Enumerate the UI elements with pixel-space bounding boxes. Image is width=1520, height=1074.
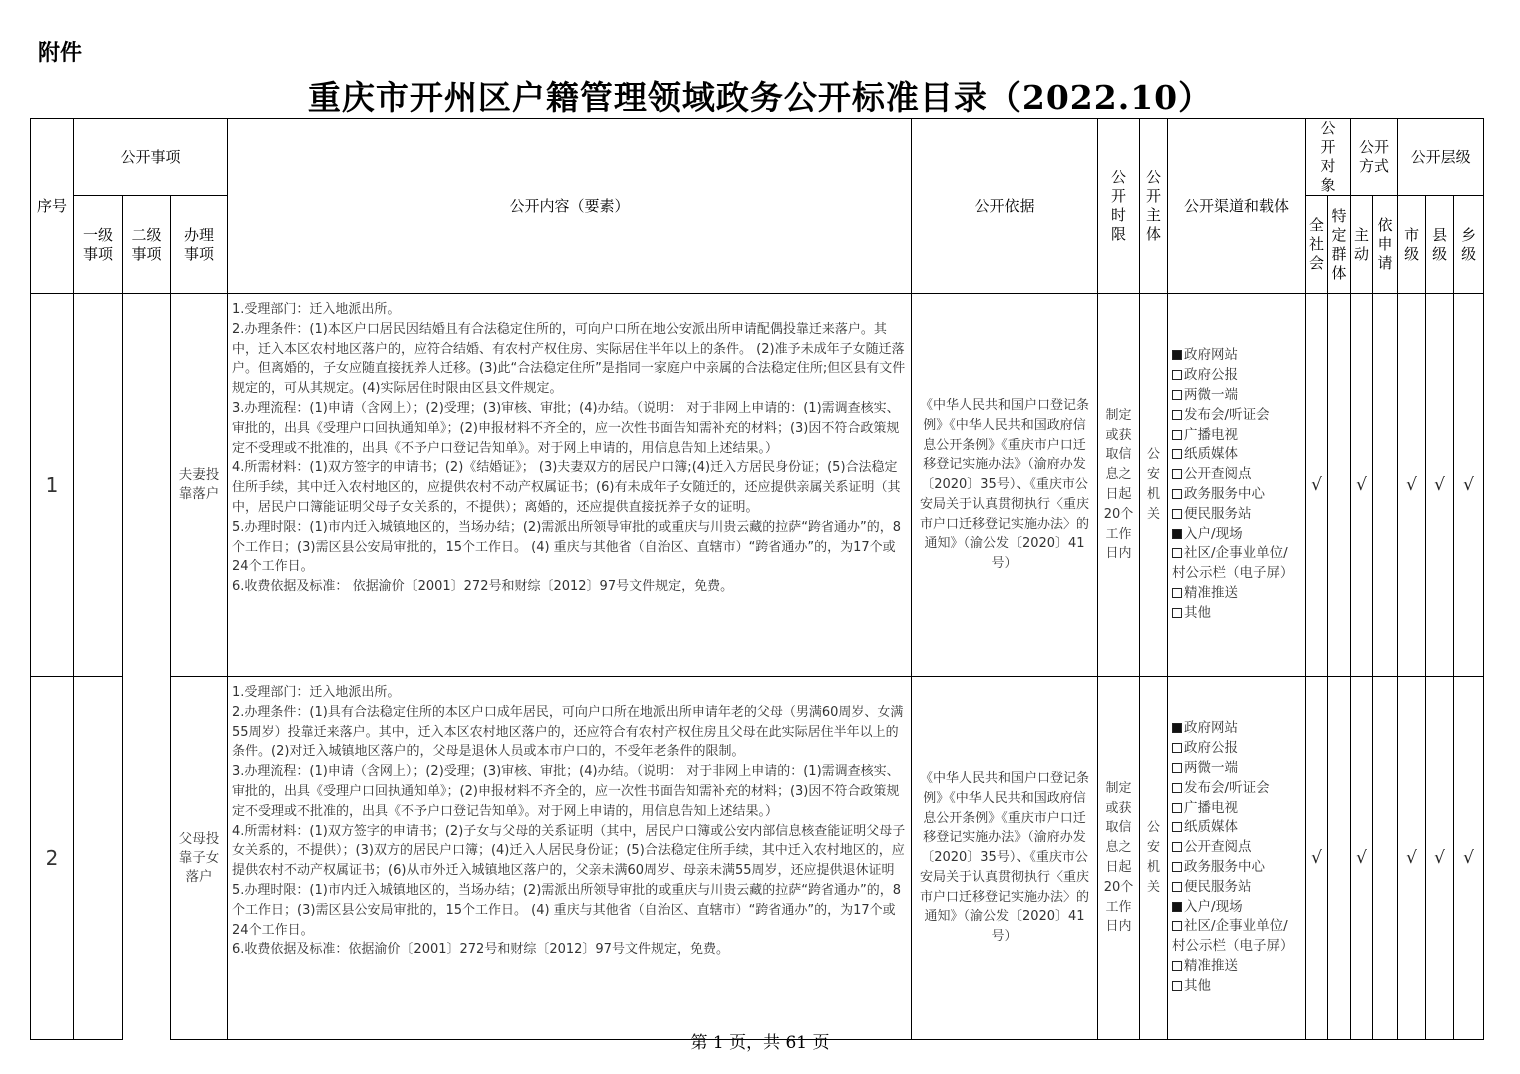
channel-item [1172,465,1301,485]
header-target-all: 全社会 [1306,196,1328,294]
channel-item [1172,917,1301,957]
channel-label: 政府公报 [1184,740,1239,757]
row-target-all: √ [1306,677,1328,1040]
channel-item [1172,544,1301,584]
row-level-county: √ [1426,294,1454,677]
attachment-label: 附件 [38,41,83,66]
unchecked-box-icon [1172,763,1182,773]
channel-item [1172,818,1301,838]
row-level-town: √ [1454,294,1484,677]
channel-item [1172,977,1301,997]
channel-label: 政府网站 [1184,347,1239,364]
channel-item [1172,406,1301,426]
row-level-county: √ [1426,677,1454,1040]
unchecked-box-icon [1172,370,1182,380]
checked-box-icon [1172,529,1182,539]
unchecked-box-icon [1172,489,1182,499]
row-handling: 夫妻投靠落户 [171,294,228,677]
channel-label: 便民服务站 [1184,878,1252,895]
header-level-town: 乡级 [1454,196,1484,294]
channel-item [1172,858,1301,878]
channel-item [1172,386,1301,406]
unchecked-box-icon [1172,449,1182,459]
unchecked-box-icon [1172,410,1182,420]
unchecked-box-icon [1172,430,1182,440]
header-level-county: 县级 [1426,196,1454,294]
row-channels [1168,677,1306,1040]
unchecked-box-icon [1172,509,1182,519]
header-method-active: 主动 [1351,196,1373,294]
row-handling: 父母投靠子女落户 [171,677,228,1040]
row-seq: 1 [31,294,74,677]
row-channels [1168,294,1306,677]
unchecked-box-icon [1172,608,1182,618]
channel-label: 广播电视 [1184,426,1239,443]
channel-label: 其他 [1184,977,1212,994]
header-target-specific: 特定群体 [1328,196,1351,294]
channel-item [1172,898,1301,918]
channel-item [1172,799,1301,819]
header-basis: 公开依据 [912,119,1098,294]
channel-label: 公开查阅点 [1184,466,1252,483]
channel-label: 社区/企事业单位/村公示栏（电子屏） [1172,545,1294,582]
header-target: 公开对象 [1306,119,1351,196]
row-target-all: √ [1306,294,1328,677]
channel-item [1172,525,1301,545]
header-method: 公开方式 [1351,119,1398,196]
channel-item [1172,878,1301,898]
channel-label: 政务服务中心 [1184,859,1266,875]
channel-item [1172,485,1301,505]
channel-item [1172,838,1301,858]
unchecked-box-icon [1172,862,1182,872]
row-method-request [1373,294,1398,677]
row-method-request [1373,677,1398,1040]
unchecked-box-icon [1172,803,1182,813]
channel-label: 政务服务中心 [1184,486,1266,502]
unchecked-box-icon [1172,842,1182,852]
unchecked-box-icon [1172,743,1182,753]
channel-item [1172,445,1301,465]
channel-label: 入户/现场 [1184,898,1243,915]
row-level-city: √ [1398,677,1426,1040]
header-time-limit: 公开时限 [1098,119,1140,294]
document-title: 重庆市开州区户籍管理领域政务公开标准目录（2022.10） [307,78,1213,117]
row-time-limit: 制定或获取信息之日起20个工作日内 [1098,677,1140,1040]
channel-item [1172,346,1301,366]
row-time-limit: 制定或获取信息之日起20个工作日内 [1098,294,1140,677]
header-level1: 一级事项 [74,196,123,294]
row-method-active: √ [1351,294,1373,677]
unchecked-box-icon [1172,390,1182,400]
channel-item [1172,604,1301,624]
row-target-specific [1328,677,1351,1040]
catalog-table [30,118,1484,1040]
channel-item [1172,759,1301,779]
header-seq: 序号 [31,119,74,294]
row-subject: 公安机关 [1140,294,1168,677]
row-method-active: √ [1351,677,1373,1040]
unchecked-box-icon [1172,882,1182,892]
channel-label: 便民服务站 [1184,505,1252,522]
row-content: 1.受理部门：迁入地派出所。 2.办理条件：(1)具有合法稳定住所的本区户口成年居民，可向户口所在地派出所申请年老的父母（男满60周岁、女满55周岁）投靠迁来落户。其中，迁入本区农村地区落户的，还应符合有农村产权住房且父母在此实际居住半年以上的条件。(2)对迁入城镇地区落户的，父母是退休人员或本市户口的，不受年老条件的限制。 3.办理流程：(1)申请（含网上）；(2)受理；(3)审核、审批；(4)办结。（说明： 对于非网上申请的：(1)需调查核实、审批的，出具《受理户口回执通知单》；(2)申报材料不齐全的，应一次性书面告知需补充的材料；(3)因不符合政策规定不受理或不批准的，出具《不予户口登记告知单》。对于网上申请的，用信息告知上述结果。） 4.所需材料：(1)双方签字的申请书；(2)子女与父母的关系证明（其中，居民户口簿或公安内部信息核查能证明父母子女关系的，不提供）；(3)双方的居民户口簿；(4)迁入人居民身份证；(5)合法稳定住所手续，其中迁入农村地区的，应提供农村不动产权属证书；(6)从市外迁入城镇地区落户的，父亲未满60周岁、母亲未满55周岁，还应提供退休证明 5.办理时限：(1)市内迁入城镇地区的，当场办结；(2)需派出所领导审批的或重庆与川贵云藏的拉萨“跨省通办”的，8个工作日；(3)需区县公安局审批的，15个工作日。 (4) 重庆与其他省（自治区、直辖市）“跨省通办”的，为17个或24个工作日。 6.收费依据及标准：依据渝价〔2001〕272号和财综〔2012〕97号文件规定，免费。 [228,677,912,1040]
channel-label: 纸质媒体 [1184,819,1239,836]
channel-item [1172,957,1301,977]
row-level-town: √ [1454,677,1484,1040]
channel-label: 入户/现场 [1184,525,1243,542]
channel-label: 两微一端 [1184,760,1239,777]
channel-label: 政府网站 [1184,720,1239,737]
unchecked-box-icon [1172,548,1182,558]
channel-label: 纸质媒体 [1184,446,1239,463]
table-row [31,677,1484,1040]
checked-box-icon [1172,350,1182,360]
unchecked-box-icon [1172,822,1182,832]
unchecked-box-icon [1172,981,1182,991]
channel-label: 政府公报 [1184,367,1239,384]
checked-box-icon [1172,723,1182,733]
page-footer: 第 1 页，共 61 页 [690,1033,830,1053]
checked-box-icon [1172,902,1182,912]
unchecked-box-icon [1172,921,1182,931]
header-level: 公开层级 [1398,119,1484,196]
header-method-request: 依申请 [1373,196,1398,294]
row-basis: 《中华人民共和国户口登记条例》《中华人民共和国政府信息公开条例》《重庆市户口迁移登记实施办法》（渝府办发〔2020〕35号）、《重庆市公安局关于认真贯彻执行〈重庆市户口迁移登记实施办法〉的通知》（渝公发〔2020〕41号） [912,677,1098,1040]
unchecked-box-icon [1172,469,1182,479]
unchecked-box-icon [1172,588,1182,598]
channel-label: 广播电视 [1184,799,1239,816]
header-content: 公开内容（要素） [228,119,912,294]
header-subject: 公开主体 [1140,119,1168,294]
row-level1 [74,294,123,677]
header-channels: 公开渠道和载体 [1168,119,1306,294]
channel-label: 公开查阅点 [1184,839,1252,856]
row-level-city: √ [1398,294,1426,677]
row-content: 1.受理部门：迁入地派出所。 2.办理条件：(1)本区户口居民因结婚且有合法稳定住所的，可向户口所在地公安派出所申请配偶投靠迁来落户。其中，迁入本区农村地区落户的，应符合结婚、有农村产权住房、实际居住半年以上的条件。 (2)准予未成年子女随迁落户。但离婚的，子女应随直接抚养人迁移。(3)此“合法稳定住所”是指同一家庭户中亲属的合法稳定住所;但区县有文件规定的，可从其规定。(4)实际居住时限由区县文件规定。 3.办理流程：(1)申请（含网上）；(2)受理；(3)审核、审批；(4)办结。（说明： 对于非网上申请的：(1)需调查核实、审批的，出具《受理户口回执通知单》；(2)申报材料不齐全的，应一次性书面告知需补充的材料；(3)因不符合政策规定不受理或不批准的，出具《不予户口登记告知单》。对于网上申请的，用信息告知上述结果。） 4.所需材料：(1)双方签字的申请书；(2)《结婚证》； (3)夫妻双方的居民户口簿;(4)迁入方居民身份证；(5)合法稳定住所手续，其中迁入农村地区的，应提供农村不动产权属证书；(6)有未成年子女随迁的，还应提供亲属关系证明（其中，居民户口簿能证明父母子女关系的，不提供）；离婚的，还应提供直接抚养子女的证明。 5.办理时限：(1)市内迁入城镇地区的，当场办结；(2)需派出所领导审批的或重庆与川贵云藏的拉萨“跨省通办”的，8个工作日；(3)需区县公安局审批的，15个工作日。 (4) 重庆与其他省（自治区、直辖市）“跨省通办”的，为17个或24个工作日。 6.收费依据及标准： 依据渝价〔2001〕272号和财综〔2012〕97号文件规定，免费。 [228,294,912,677]
channel-item [1172,584,1301,604]
channel-label: 其他 [1184,604,1212,621]
row-level2 [123,294,171,1040]
channel-label: 发布会/听证会 [1184,779,1270,796]
header-level-city: 市级 [1398,196,1426,294]
channel-item [1172,779,1301,799]
row-level1 [74,677,123,1040]
row-basis: 《中华人民共和国户口登记条例》《中华人民共和国政府信息公开条例》《重庆市户口迁移登记实施办法》（渝府办发〔2020〕35号）、《重庆市公安局关于认真贯彻执行〈重庆市户口迁移登记实施办法〉的通知》（渝公发〔2020〕41号） [912,294,1098,677]
channel-item [1172,366,1301,386]
channel-item [1172,426,1301,446]
unchecked-box-icon [1172,961,1182,971]
channel-item [1172,739,1301,759]
header-row-1 [31,119,1484,196]
row-target-specific [1328,294,1351,677]
table-row [31,294,1484,677]
channel-item [1172,505,1301,525]
row-subject: 公安机关 [1140,677,1168,1040]
channel-item [1172,719,1301,739]
unchecked-box-icon [1172,783,1182,793]
channel-label: 两微一端 [1184,387,1239,404]
header-level2: 二级事项 [123,196,171,294]
header-handling: 办理事项 [171,196,228,294]
channel-label: 精准推送 [1184,584,1239,601]
channel-label: 精准推送 [1184,957,1239,974]
channel-label: 社区/企事业单位/村公示栏（电子屏） [1172,918,1294,955]
row-seq: 2 [31,677,74,1040]
header-public-items: 公开事项 [74,119,228,196]
channel-label: 发布会/听证会 [1184,406,1270,423]
